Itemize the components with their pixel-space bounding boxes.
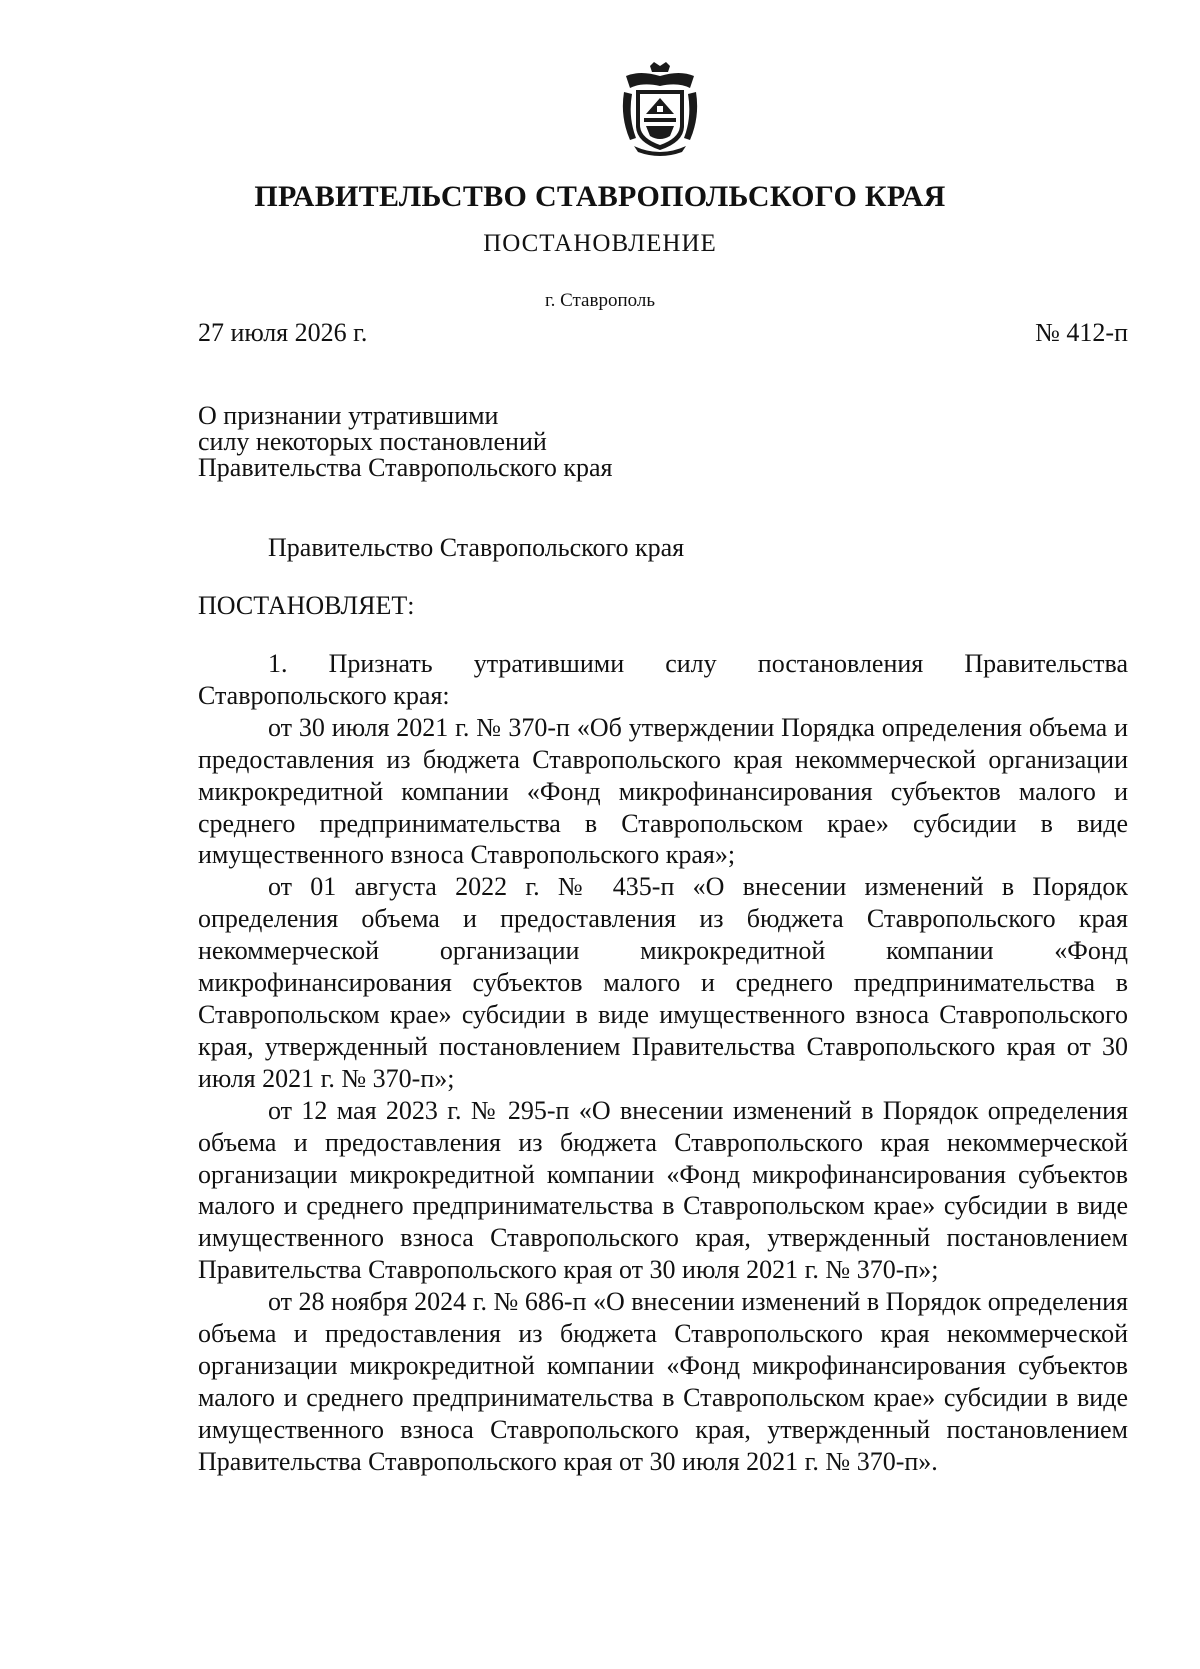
- body-paragraph: от 28 ноября 2024 г. № 686-п «О внесении изменений в Порядок определения объема и предоставления из бюджета Ставропольского края некоммерческой организации микрокредитной компании «Фонд микрофинансирования субъектов малого и среднего предпринимательства в Ставропольском крае» субсидии в виде имущественного взноса Ставропольского края, утвержденный постановлением Правительства Ставропольского края от 30 июля 2021 г. № 370-п».: [198, 1287, 1128, 1476]
- city: г. Ставрополь: [544, 290, 656, 311]
- coat-of-arms-icon: [620, 62, 700, 158]
- government-title: ПРАВИТЕЛЬСТВО СТАВРОПОЛЬСКОГО КРАЯ: [254, 180, 946, 213]
- coat-of-arms-emblem: [620, 62, 700, 158]
- preamble: Правительство Ставропольского края: [268, 533, 685, 562]
- document-subject: [198, 403, 613, 481]
- body-paragraph: 1. Признать утратившими силу постановления Правительства Ставропольского края:: [198, 649, 1128, 710]
- subject-line: О признании утратившими: [198, 401, 499, 430]
- document-number: № 412-п: [1035, 318, 1128, 347]
- document-type: ПОСТАНОВЛЕНИЕ: [483, 230, 717, 257]
- document-body: [198, 648, 1128, 1478]
- resolves-heading: ПОСТАНОВЛЯЕТ:: [198, 591, 415, 620]
- document-date: 27 июля 2026 г.: [198, 318, 368, 347]
- body-paragraph: от 30 июля 2021 г. № 370-п «Об утверждении Порядка определения объема и предоставления из бюджета Ставропольского края некоммерческой организации микрокредитной компании «Фонд микрофинансирования субъектов малого и среднего предпринимательства в Ставропольском крае» субсидии в виде имущественного взноса Ставропольского края»;: [198, 712, 1128, 870]
- subject-line: Правительства Ставропольского края: [198, 453, 613, 482]
- body-paragraph: от 01 августа 2022 г. № 435-п «О внесении изменений в Порядок определения объема и предоставления из бюджета Ставропольского края некоммерческой организации микрокредитной компании «Фонд микрофинансирования субъектов малого и среднего предпринимательства в Ставропольском крае» субсидии в виде имущественного взноса Ставропольского края, утвержденный постановлением Правительства Ставропольского края от 30 июля 2021 г. № 370-п»;: [198, 872, 1128, 1093]
- body-paragraph: от 12 мая 2023 г. № 295-п «О внесении изменений в Порядок определения объема и предоставления из бюджета Ставропольского края некоммерческой организации микрокредитной компании «Фонд микрофинансирования субъектов малого и среднего предпринимательства в Ставропольском крае» субсидии в виде имущественного взноса Ставропольского края, утвержденный постановлением Правительства Ставропольского края от 30 июля 2021 г. № 370-п»;: [198, 1095, 1128, 1285]
- subject-line: силу некоторых постановлений: [198, 427, 547, 456]
